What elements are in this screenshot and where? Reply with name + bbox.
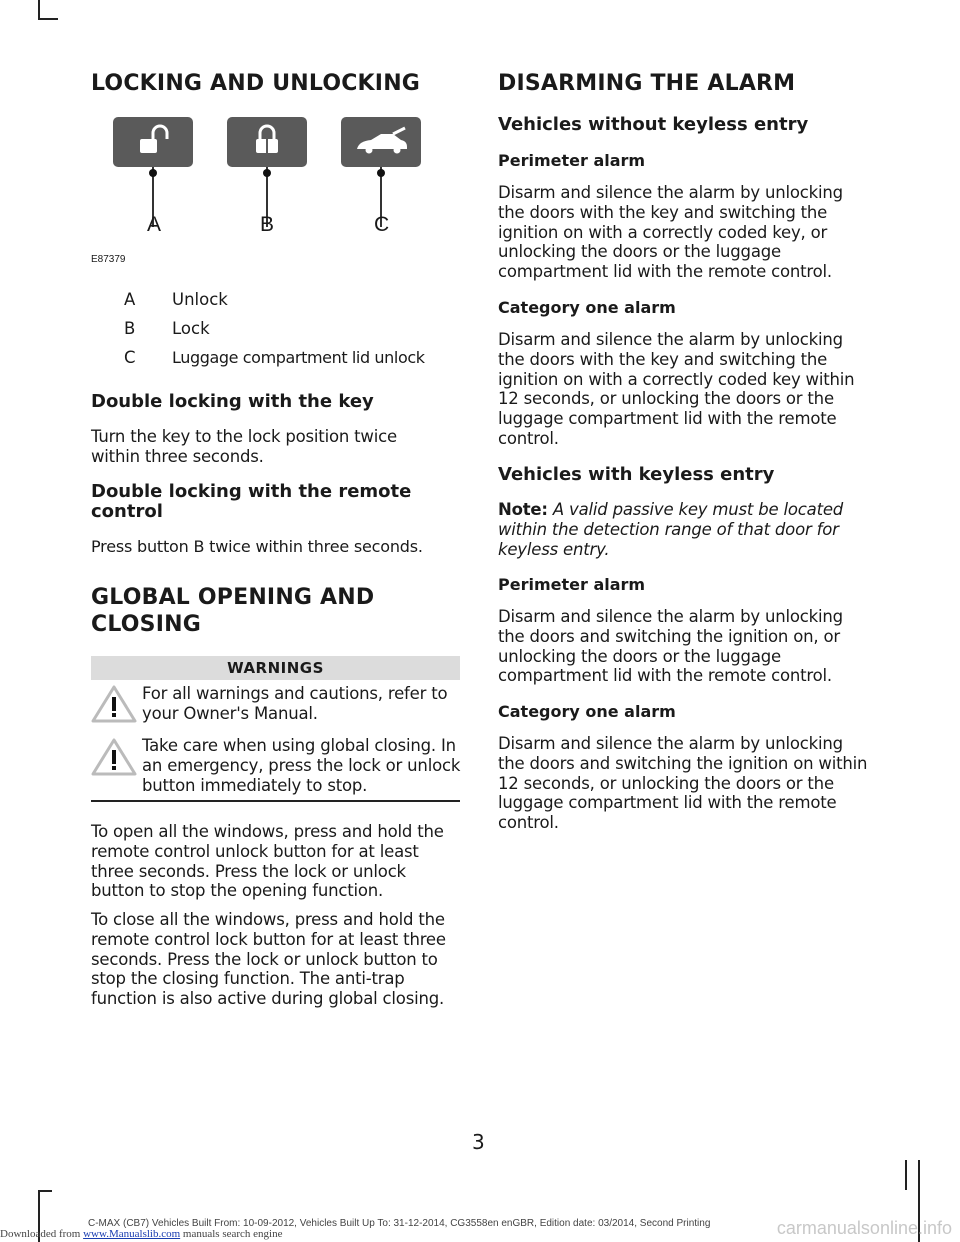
remote-buttons-figure: [113, 117, 423, 267]
warning-text-2: Take care when using global closing. In an emergency, press the lock or unlock button immediately to stop.: [142, 736, 461, 795]
leader-dot: [377, 169, 385, 177]
crop-mark: [905, 1160, 907, 1190]
category-one-heading: Category one alarm: [498, 298, 676, 317]
warnings-title: WARNINGS: [91, 656, 460, 680]
leader-dot: [149, 169, 157, 177]
download-note-prefix: Downloaded from: [0, 1228, 81, 1240]
figure-code: E87379: [91, 254, 126, 265]
warning-triangle-icon: [91, 684, 137, 724]
section-heading-disarming: DISARMING THE ALARM: [498, 71, 796, 96]
download-note: [0, 1228, 282, 1240]
warnings-divider: [91, 800, 460, 802]
close-windows-text: To close all the windows, press and hold the remote control lock button for at least three seconds. Press the lock or unlock button to stop the closing function. The anti-trap function is also active during global closing.: [91, 910, 446, 1009]
perimeter-alarm-text: Disarm and silence the alarm by unlocking the doors and switching the ignition on, or unlocking the doors or the luggage compartment lid with the remote control.: [498, 607, 843, 686]
perimeter-alarm-heading: Perimeter alarm: [498, 151, 646, 170]
legend-value: Luggage compartment lid unlock: [172, 348, 425, 367]
unlock-icon: [113, 117, 193, 167]
legend-row: [91, 348, 461, 370]
note-text: A valid passive key must be located within the detection range of that door for keyless entry.: [498, 500, 844, 559]
global-heading-line1: GLOBAL OPENING AND: [91, 585, 375, 610]
figure-label-b: B: [260, 213, 275, 236]
double-key-text: Turn the key to the lock position twice within three seconds.: [91, 427, 397, 466]
section-heading-locking: LOCKING AND UNLOCKING: [91, 71, 421, 96]
legend-key: C: [124, 348, 136, 367]
legend-row: [91, 290, 461, 312]
double-remote-text: Press button B twice within three seconds.: [91, 537, 423, 556]
manualslib-link[interactable]: www.Manualslib.com: [83, 1228, 181, 1240]
footer-edition-info: C-MAX (CB7) Vehicles Built From: 10-09-2012, Vehicles Built Up To: 31-12-2014, CG3558en enGBR, Edition date: 03/2014, Second Printing: [88, 1218, 711, 1229]
warning-text-1: For all warnings and cautions, refer to your Owner's Manual.: [142, 684, 448, 723]
note-label: Note:: [498, 500, 548, 519]
with-keyless-heading: Vehicles with keyless entry: [498, 464, 775, 485]
figure-label-c: C: [374, 213, 390, 236]
legend-row: [91, 319, 461, 341]
legend-key: B: [124, 319, 136, 338]
trunk-icon: [341, 117, 421, 167]
warning-triangle-icon: [91, 737, 137, 777]
perimeter-alarm-text: Disarm and silence the alarm by unlocking the doors with the key and switching the ignition on with a correctly coded key, or unlocking the doors or the luggage compartment lid with the remote control.: [498, 183, 843, 282]
category-one-text: Disarm and silence the alarm by unlocking the doors and switching the ignition on within 12 seconds, or unlocking the doors or the luggage compartment lid with the remote control.: [498, 734, 868, 833]
download-note-suffix: manuals search engine: [182, 1228, 283, 1240]
legend-value: Lock: [172, 319, 210, 338]
figure-label-a: A: [147, 213, 162, 236]
category-one-heading: Category one alarm: [498, 702, 676, 721]
unlock-button-graphic: [113, 117, 193, 167]
crop-mark: [38, 18, 58, 20]
leader-dot: [263, 169, 271, 177]
open-windows-text: To open all the windows, press and hold the remote control unlock button for at least three seconds. Press the lock or unlock button to stop the opening function.: [91, 822, 444, 901]
legend-key: A: [124, 290, 136, 309]
crop-mark: [38, 0, 40, 20]
double-remote-heading: Double locking with the remote control: [91, 481, 412, 522]
watermark: carmanualsonline.info: [776, 1218, 952, 1238]
keyless-note: [498, 500, 866, 559]
perimeter-alarm-heading: Perimeter alarm: [498, 575, 646, 594]
trunk-button-graphic: [341, 117, 421, 167]
lock-button-graphic: [227, 117, 307, 167]
global-heading-line2: CLOSING: [91, 612, 201, 637]
without-keyless-heading: Vehicles without keyless entry: [498, 114, 809, 135]
global-heading: [91, 584, 374, 638]
page-number: 3: [472, 1130, 485, 1154]
legend-value: Unlock: [172, 290, 228, 309]
double-key-heading: Double locking with the key: [91, 391, 374, 412]
lock-icon: [227, 117, 307, 167]
crop-mark: [38, 1190, 52, 1192]
category-one-text: Disarm and silence the alarm by unlocking the doors with the key and switching the ignition on with a correctly coded key within 12 seconds, or unlocking the doors or the luggage compartment lid with the remote control.: [498, 330, 855, 448]
